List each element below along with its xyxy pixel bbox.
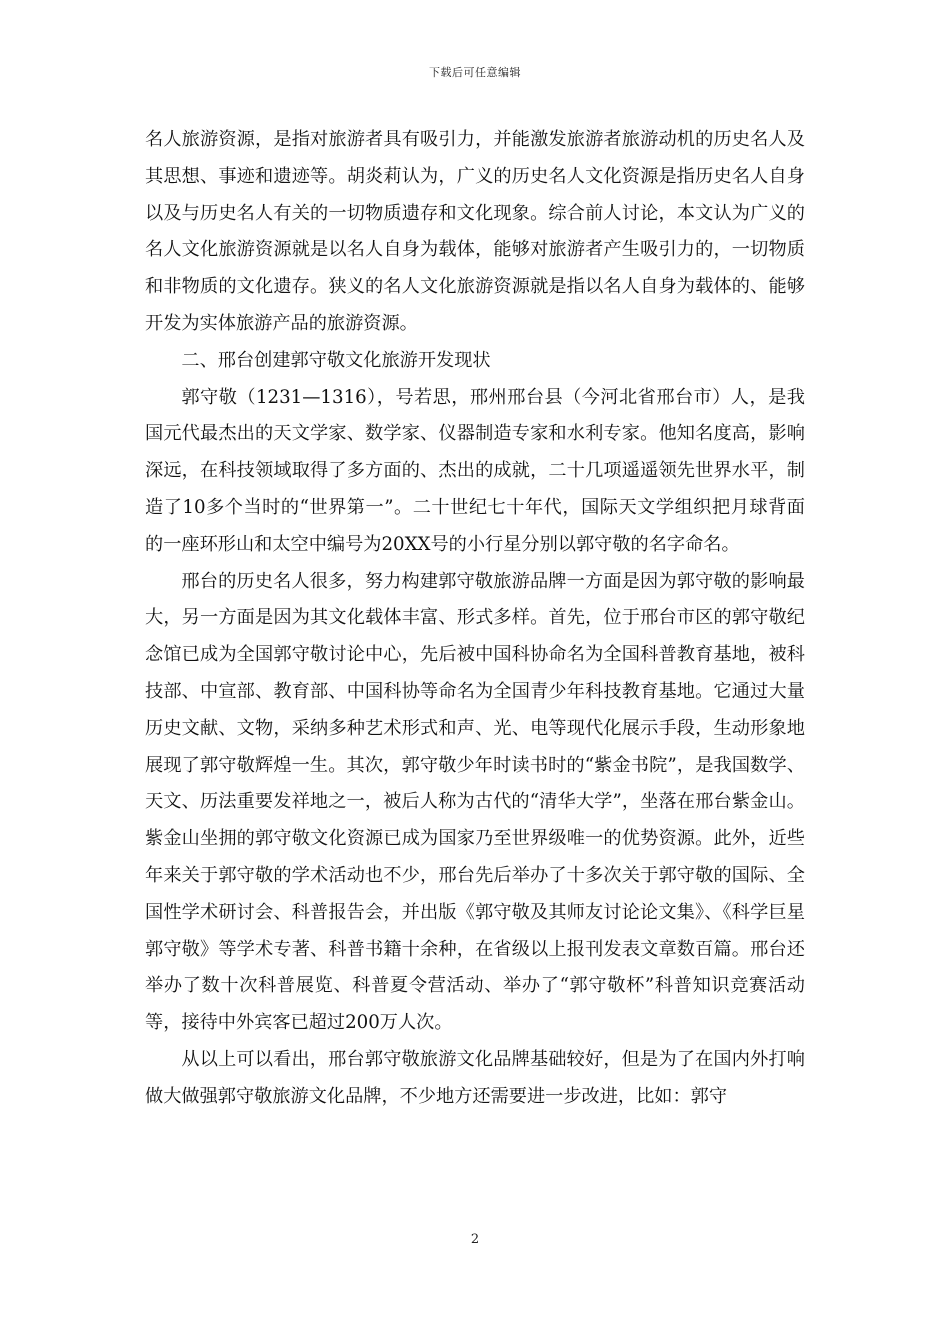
page-header: 下载后可任意编辑 [429,66,521,79]
paragraph-4: 从以上可以看出，邢台郭守敬旅游文化品牌基础较好，但是为了在国内外打响做大做强郭守敬旅游文化品牌，不少地方还需要进一步改进，比如：郭守 [145,1048,805,1107]
section-heading: 二、邢台创建郭守敬文化旅游开发现状 [181,349,491,371]
paragraph-1: 名人旅游资源，是指对旅游者具有吸引力，并能激发旅游者旅游动机的历史名人及其思想、事迹和遗迹等。胡炎莉认为，广义的历史名人文化资源是指历史名人自身以及与历史名人有关的一切物质遗存和文化现象。综合前人讨论，本文认为广义的名人文化旅游资源就是以名人自身为载体，能够对旅游者产生吸引力的，一切物质和非物质的文化遗存。狭义的名人文化旅游资源就是指以名人自身为载体的、能够开发为实体旅游产品的旅游资源。 [145,129,805,334]
paragraph-3: 邢台的历史名人很多，努力构建郭守敬旅游品牌一方面是因为郭守敬的影响最大，另一方面是因为其文化载体丰富、形式多样。首先，位于邢台市区的郭守敬纪念馆已成为全国郭守敬讨论中心，先后被中国科协命名为全国科普教育基地，被科技部、中宣部、教育部、中国科协等命名为全国青少年科技教育基地。它通过大量历史文献、文物，采纳多种艺术形式和声、光、电等现代化展示手段，生动形象地展现了郭守敬辉煌一生。其次，郭守敬少年时读书时的“紫金书院”，是我国数学、天文、历法重要发祥地之一，被后人称为古代的“清华大学”，坐落在邢台紫金山。紫金山坐拥的郭守敬文化资源已成为国家乃至世界级唯一的优势资源。此外，近些年来关于郭守敬的学术活动也不少，邢台先后举办了十多次关于郭守敬的国际、全国性学术研讨会、科普报告会，并出版《郭守敬及其师友讨论论文集》、《科学巨星郭守敬》等学术专著、科普书籍十余种，在省级以上报刊发表文章数百篇。邢台还举办了数十次科普展览、科普夏令营活动、举办了“郭守敬杯”科普知识竞赛活动等，接待中外宾客已超过200万人次。 [145,570,805,1034]
page-number: 2 [470,1232,480,1247]
document-body [145,122,805,1116]
paragraph-2: 郭守敬（1231—1316），号若思，邢州邢台县（今河北省邢台市）人，是我国元代最杰出的天文学家、数学家、仪器制造专家和水利专家。他知名度高，影响深远，在科技领域取得了多方面的、杰出的成就，二十几项遥遥领先世界水平，制造了10多个当时的“世界第一”。二十世纪七十年代，国际天文学组织把月球背面的一座环形山和太空中编号为20XX号的小行星分别以郭守敬的名字命名。 [145,386,805,555]
